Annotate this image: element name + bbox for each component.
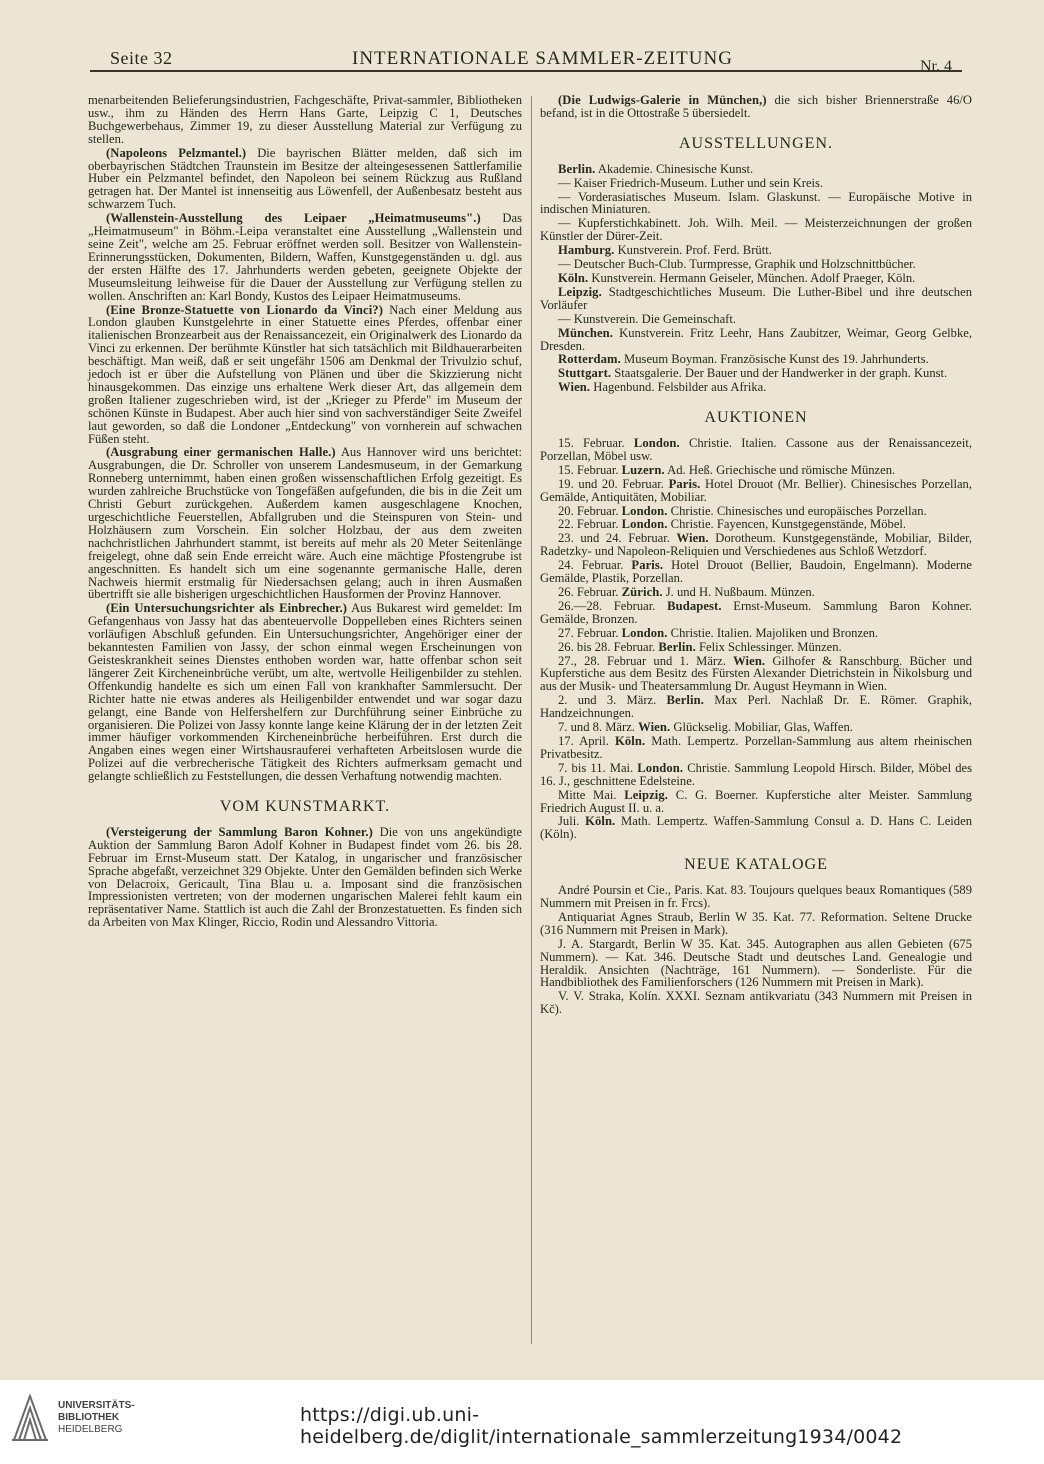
entry-text: Dorotheum. Kunstgegenstände, Mobiliar, Bilder, Radetzky- und Napoleon-Reliquien und Verschiedenes aus Schloß Wetzdorf. [540,531,972,559]
article-heading: (Versteigerung der Sammlung Baron Kohner.) [106,824,373,839]
entry-text: V. V. Straka, Kolín. XXXI. Seznam antikvariatu (343 Nummern mit Preisen in Kč). [540,989,972,1017]
entry-city: Berlin. [658,639,696,654]
section-heading-kunstmarkt: VOM KUNSTMARKT. [219,798,391,816]
catalog-entry [540,990,972,1016]
section-heading-kataloge: NEUE KATALOGE [684,856,828,874]
article-judge [88,602,522,783]
entry-text: Stadtgeschichtliches Museum. Die Luther-Bibel und ihre deutschen Vorläufer [540,284,972,312]
article-kohner [88,826,522,929]
entry-city: Leipzig. [624,787,669,802]
article-heading: (Napoleons Pelzmantel.) [106,145,247,160]
auction-entry [540,478,972,504]
entry-city: Wien. [676,531,709,546]
entry-text: Felix Schlessinger. Münzen. [695,639,842,654]
entry-city: Köln. [558,270,589,285]
entry-date: Mitte Mai. [558,787,625,802]
entry-city: Hamburg. [558,243,615,258]
auctions-list [540,437,972,841]
article-heading: (Ausgrabung einer germanischen Halle.) [106,445,336,460]
entry-text: — Deutscher Buch-Club. Turmpresse, Graphik und Holzschnittbücher. [558,257,916,272]
entry-city: Paris. [631,558,664,573]
article-body: Nach einer Meldung aus London glauben Kunstgelehrte in einer Statuette eines Pferdes, offenbar einer italienischen Bronzearbeit aus der Renaissancezeit, ein Originalwerk des Lionardo da Vinci zu erkennen. Der berühmte Künstler hat sich tatsächlich mit Bildhauerarbeiten beschäftigt. Man weiß, daß er seit ungefähr 1506 am Denkmal der Trivulzio schuf, jedoch ist er über die Aufstellung von Plänen und über die Skizzierung nicht hinausgekommen. Das einzige uns erhaltene Werk dieser Art, das allgemein dem großen Italiener zugeschrieben wird, ist der „Krieger zu Pferde" im Museum der schönen Künste in Budapest. Aber auch hier sind von sachverständiger Seite Zweifel laut geworden, so daß die Londoner „Entdeckung" von vornherein auf schwachen Füßen steht. [88,302,522,446]
entry-text: Christie. Italien. Cassone aus der Renaissancezeit, Porzellan, Möbel usw. [540,436,972,463]
entry-date: 26.—28. Februar. [558,598,668,613]
library-name-line: UNIVERSITÄTS- [58,1400,135,1411]
entry-text: Christie. Sammlung Leopold Hirsch. Bilder, Möbel des 16. J., geschnittene Edelsteine. [540,760,973,788]
page-number: Seite 32 [110,48,173,68]
entry-text: Math. Lempertz. Porzellan-Sammlung aus altem rheinischen Privatbesitz. [540,733,973,761]
entry-text: — Vorderasiatisches Museum. Islam. Glaskunst. — Europäische Motive in indischen Miniaturen. [540,189,972,217]
entry-text: J. und H. Nußbaum. Münzen. [662,585,815,599]
article-body: Aus Bukarest wird gemeldet: Im Gefangenhaus von Jassy hat das abenteuervolle Doppelleben eines Richters seinen vorläufigen Abschluß gefunden. Ein Untersuchungsrichter, Angehöriger einer der bekanntesten Familien von Jassy, der schon einmal wegen Erscheinungen von Geisteskrankheit seines Dienstes enthoben worden war, hatte offenbar schon seit längerer Zeit Kircheneinbrüche verübt, um alte, wertvolle Heiligenbilder zu stehlen. Offenkundig handelte es sich um einen Fall von krankhafter Sammlersucht. Der Richter hatte nie etwas anderes als Heiligenbilder entwendet und war sogar dazu gelangt, eine Bande von Helfershelfern zur Durchführung seiner Einbrüche zu organisieren. Die Polizei von Jassy konnte lange keine Klärung der in der letzten Zeit immer häufiger vorkommenden Kircheneinbrüche herbeiführen. Erst durch die Angaben eines wegen einer Wirtshausrauferei verhafteten Arbeitslosen wurde die Polizei auf die verbrecherische Tätigkeit des Richters aufmerksam gemacht und gelangte schließlich zu Feststellungen, die dessen Verhaftung notwendig machten. [88,601,523,784]
entry-date: 26. bis 28. Februar. [558,639,659,654]
entry-city: Paris. [668,476,701,491]
catalog-entry [540,884,972,910]
entry-text: Kunstverein. Prof. Ferd. Brütt. [614,243,772,258]
entry-text: Ad. Heß. Griechische und römische Münzen. [664,462,896,477]
exhibition-entry [540,272,972,285]
column-divider [531,96,532,1344]
entry-date: 26. Februar. [558,585,622,599]
entry-text: Christie. Fayencen, Kunstgegenstände, Möbel. [667,517,907,532]
entry-date: 7. und 8. März. [558,720,639,735]
entry-date: 19. und 20. Februar. [558,476,669,491]
article-germanic-hall [88,446,522,601]
auction-entry [540,655,972,694]
right-column [540,94,972,1017]
entry-city: London. [637,760,684,775]
auction-entry [540,694,972,720]
auction-entry [540,505,972,518]
library-name-line: BIBLIOTHEK [58,1412,120,1423]
article-lionardo [88,304,522,446]
section-heading-ausstellungen: AUSSTELLUNGEN. [679,134,833,152]
exhibition-entry [540,217,972,243]
exhibition-entry [540,258,972,271]
exhibition-entry [540,191,972,217]
entry-text: Hagenbund. Felsbilder aus Afrika. [590,380,767,395]
auction-entry [540,559,972,585]
library-name [58,1400,135,1436]
auction-entry [540,762,972,788]
article-body: Das „Heimatmuseum" in Böhm.-Leipa veranstaltet eine Ausstellung „Wallenstein und seine Zeit", welche am 25. Februar eröffnet werden soll. Besitzer von Wallenstein-Erinnerungsstücken, Dokumenten, Bildern, Waffen, Kunstgegenständen u. dgl. aus der ersten Hälfte des 17. Jahrhunderts werden gebeten, geeignete Objekte der Museumsleitung leihweise für die Dauer der Ausstellung zur Verfügung stellen zu wollen. Anschriften an: Karl Bondy, Kustos des Leipaer Heimatmuseums. [88,211,523,303]
exhibition-entry [540,381,972,394]
header-rule [90,70,962,72]
library-footer [0,1380,1044,1464]
entry-date: 17. April. [558,733,615,748]
auction-entry [540,532,972,558]
auction-entry [540,586,972,599]
entry-text: Math. Lempertz. Waffen-Sammlung Consul a. D. Hans C. Leiden (Köln). [540,814,972,842]
entry-text: Hotel Drouot (Mr. Bellier). Chinesisches Porzellan, Gemälde, Antiquitäten, Mobiliar. [540,476,972,504]
source-url-link[interactable]: https://digi.ub.uni-heidelberg.de/diglit/internationale_sammlerzeitung1934/0042 [300,1404,903,1448]
entry-text: — Kunstverein. Die Gemeinschaft. [558,311,737,326]
entry-city: London. [621,625,668,640]
exhibition-entry [540,313,972,326]
entry-city: Stuttgart. [558,366,612,381]
entry-text: Museum Boyman. Französische Kunst des 19. Jahrhunderts. [620,352,929,367]
auction-entry [540,437,972,463]
entry-city: Köln. [585,814,616,829]
section-heading-auktionen: AUKTIONEN [704,409,808,427]
entry-date: 15. Februar. [558,462,622,477]
entry-city: Wien. [733,653,766,668]
entry-text: Max Perl. Nachlaß Dr. E. Römer. Graphik, Handzeichnungen. [540,693,972,721]
article-ludwigs-galerie [540,94,972,120]
entry-city: Berlin. [666,693,704,708]
entry-city: Rotterdam. [558,352,621,367]
exhibition-entry [540,286,972,312]
entry-city: Wien. [558,380,591,395]
entry-text: Glückselig. Mobiliar, Glas, Waffen. [670,720,853,735]
entry-date: 27., 28. Februar und 1. März. [558,653,734,668]
auction-entry [540,600,972,626]
entry-text: Christie. Italien. Majoliken und Bronzen. [667,625,879,640]
left-column [88,94,522,930]
entry-text: Staatsgalerie. Der Bauer und der Handwerker in der graph. Kunst. [611,366,948,381]
entry-date: 23. und 24. Februar. [558,531,677,546]
article-body: die sich bisher Briennerstraße 46/O befand, ist in die Ottostraße 5 übersiedelt. [540,93,972,120]
university-library-logo-icon [10,1392,50,1444]
library-name-line: HEIDELBERG [58,1424,123,1435]
auction-entry [540,721,972,734]
entry-text: C. G. Boerner. Kupferstiche alter Meister. Sammlung Friedrich August II. u. a. [540,787,972,815]
auction-entry [540,464,972,477]
article-heading: (Wallenstein-Ausstellung des Leipaer „Heimatmuseums".) [106,211,481,226]
entry-city: London. [633,436,680,451]
article-body: Die bayrischen Blätter melden, daß sich im oberbayrischen Städtchen Traunstein im Besitze der alteingesessenen Sattlerfamilie Huber ein Pelzmantel befindet, den Napoleon bei seinem Rückzug aus Rußland getragen hat. Der Mantel ist innenseitig aus Löwenfell, der Außenbesatz besteht aus schwarzem Tuch. [88,145,522,212]
article-wallenstein [88,212,522,302]
publication-title: INTERNATIONALE SAMMLER-ZEITUNG [352,48,733,69]
entry-text: Ernst-Museum. Sammlung Baron Kohner. Gemälde, Bronzen. [540,598,972,626]
entry-date: 20. Februar. [558,503,622,518]
entry-text: Akademie. Chinesische Kunst. [595,161,754,176]
article-body: Aus Hannover wird uns berichtet: Ausgrabungen, die Dr. Schroller von unserem Landesmuseum, in der Gemarkung Ronneberg unternimmt, haben einen großen wissenschaftlichen Erfolg gezeitigt. Es wurden zahlreiche Bruchstücke von Tongefäßen aufgefunden, die bis in die Zeit um Christi Geburt zurückgehen. Außerdem kamen ausgeschlagene Knochen, urgeschichtliche Feuerstellen, Abfallgruben und die Steinspuren von Stein- und Holzhäusern zum Vorschein. Ein solcher Holzbau, der aus dem zweiten nachchristlichen Jahrhundert stammt, ist bereits auf mehr als 20 Meter Seitenlänge freigelegt, ohne daß sein Ende erreicht wäre. Auch eine mächtige Pfostengrube ist angeschnitten. Es handelt sich um eine sogenannte germanische Halle, deren Nachweis hiermit erstmalig für Niedersachsen gelang; auch in ihren Ausmaßen übertrifft sie alle bisherigen urgeschichtlichen Hausformen der Provinz Hannover. [88,445,522,602]
catalog-entry [540,938,972,990]
entry-city: Wien. [638,720,671,735]
article-napoleon [88,147,522,212]
entry-text: — Kaiser Friedrich-Museum. Luther und sein Kreis. [558,175,824,190]
article-continuation: menarbeitenden Belieferungsindustrien, Fachgeschäfte, Privat-sammler, Bibliotheken usw., ihm zu Händen des Herrn Hans Garte, Leipzig C 1, Deutsches Buchgewerbehaus, Zimmer 19, zu dieser Ausstellung Material zur Verfügung zu stellen. [88,93,522,146]
auction-entry [540,735,972,761]
entry-date: 2. und 3. März. [558,693,667,708]
article-heading: (Ein Untersuchungsrichter als Einbrecher.) [106,601,348,616]
entry-city: Luzern. [621,462,665,477]
entry-date: 24. Februar. [558,558,632,573]
auction-entry [540,627,972,640]
entry-text: — Kupferstichkabinett. Joh. Wilh. Meil. — Meisterzeichnungen der großen Künstler der Dürer-Zeit. [540,216,972,244]
entry-text: Kunstverein. Fritz Leehr, Hans Zaubitzer, Weimar, Georg Gelbke, Dresden. [540,325,972,353]
catalogs-list [540,884,972,1016]
auction-entry [540,789,972,815]
entry-text: Christie. Chinesisches und europäisches Porzellan. [667,503,927,518]
entry-date: 27. Februar. [558,625,622,640]
entry-city: London. [621,503,668,518]
entry-city: Zürich. [621,585,663,599]
entry-city: London. [621,517,668,532]
exhibition-entry [540,353,972,366]
entry-date: Juli. [558,814,586,829]
exhibition-entry [540,177,972,190]
page-header [90,44,962,78]
exhibition-entry [540,244,972,257]
article-body: Die von uns angekündigte Auktion der Sammlung Baron Adolf Kohner in Budapest findet vom 26. bis 28. Februar im Ernst-Museum statt. Der Katalog, in ungarischer und französischer Sprache abgefaßt, verzeichnet 329 Objekte. Unter den Gemälden befinden sich Werke von Delacroix, Gericault, Tina Blau u. a. Imposant sind die französischen Impressionisten vertreten; von der modernen ungarischen Malerei fehlt kaum ein repräsentativer Name. Stattlich ist auch die Zahl der Bronzestatuetten. Es finden sich da Arbeiten von Max Klinger, Riccio, Rodin und Alessandro Vittoria. [88,824,522,930]
exhibitions-list [540,163,972,394]
entry-text: Gilhofer & Ranschburg. Bücher und Kupferstiche aus dem Besitz des Fürsten Alexander Dietrichstein in Nikolsburg und aus der Musik- und Theatersammlung Dr. August Heymann in Wien. [540,653,972,694]
entry-text: J. A. Stargardt, Berlin W 35. Kat. 345. Autographen aus allen Gebieten (675 Nummern). — Kat. 346. Deutsche Stadt und deutsches Land. Genealogie und Heraldik. Ansichten (Nachträge, 161 Nummern). — Sonderliste. Für die Handbibliothek des Familienforschers (126 Nummern mit Preisen in Mark). [540,936,972,990]
auction-entry [540,815,972,841]
entry-text: Antiquariat Agnes Straub, Berlin W 35. Kat. 77. Reformation. Seltene Drucke (316 Nummern mit Preisen in Mark). [540,909,972,937]
article-heading: (Die Ludwigs-Galerie in München,) [558,93,767,107]
catalog-entry [540,911,972,937]
entry-date: 7. bis 11. Mai. [558,760,638,775]
entry-text: André Poursin et Cie., Paris. Kat. 83. Toujours quelques beaux Romantiques (589 Nummern mit Preisen in fr. Frcs). [540,883,972,911]
exhibition-entry [540,367,972,380]
entry-text: Hotel Drouot (Bellier, Baudoin, Engelmann). Moderne Gemälde, Plastik, Porzellan. [540,558,972,586]
exhibition-entry [540,163,972,176]
auction-entry [540,641,972,654]
entry-text: Kunstverein. Hermann Geiseler, München. Adolf Praeger, Köln. [588,270,916,285]
entry-city: Budapest. [667,598,722,613]
entry-city: München. [558,325,614,340]
exhibition-entry [540,327,972,353]
entry-city: Köln. [614,733,646,748]
entry-date: 15. Februar. [558,436,634,451]
entry-city: Berlin. [558,161,596,176]
issue-number: Nr. 4 [920,58,952,75]
auction-entry [540,518,972,531]
entry-date: 22. Februar. [558,517,622,532]
entry-city: Leipzig. [558,284,602,299]
article-heading: (Eine Bronze-Statuette von Lionardo da Vinci?) [106,302,383,317]
